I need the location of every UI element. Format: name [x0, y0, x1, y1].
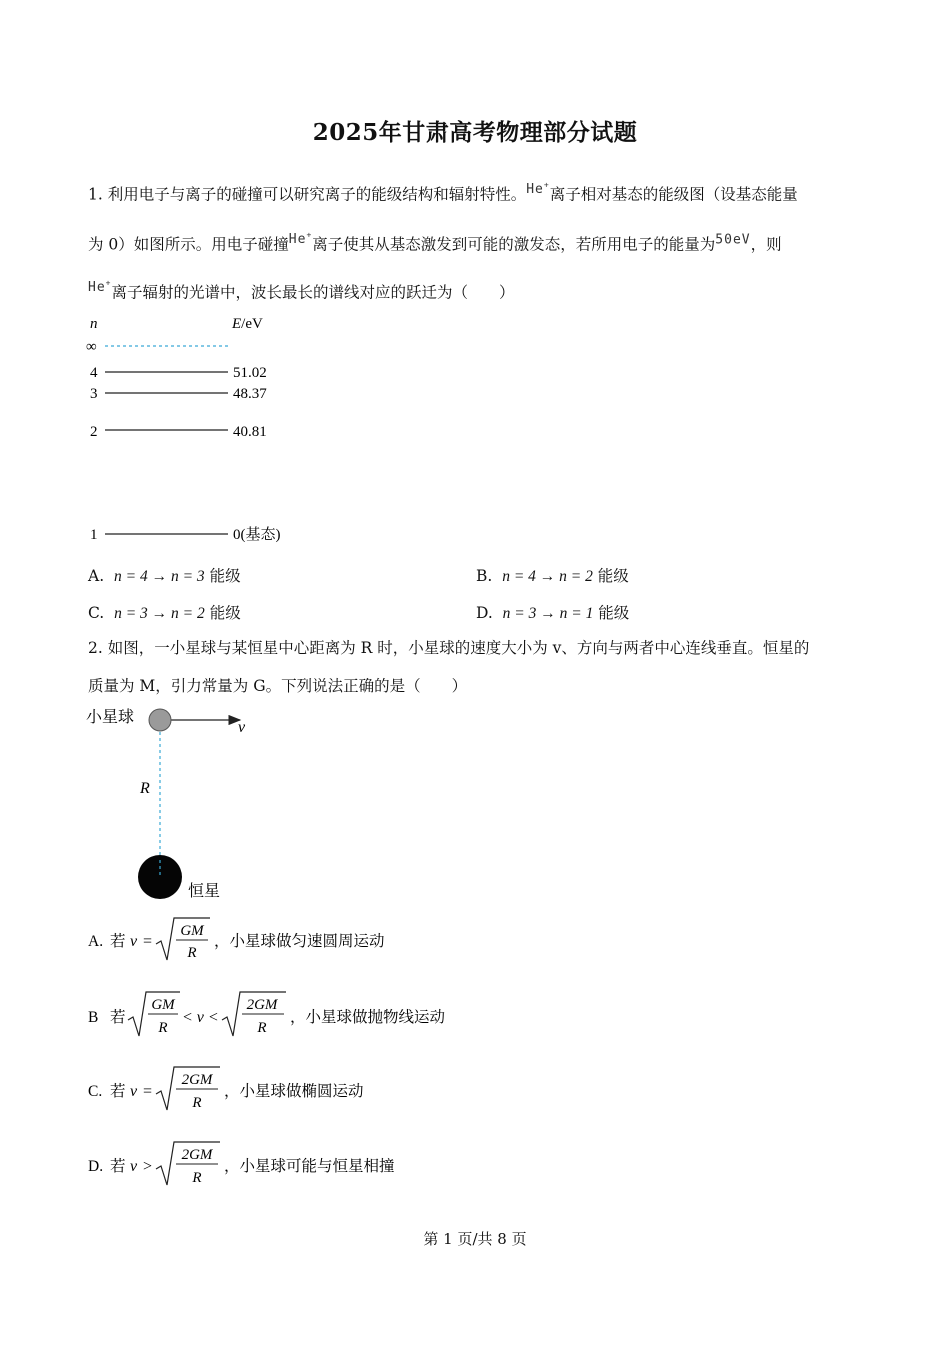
level-n-1: 1: [90, 527, 98, 543]
svg-text:R: R: [192, 1095, 202, 1111]
q1-line-3: [88, 274, 515, 302]
q1-option-b: B. n = 4 → n = 2 能级: [476, 567, 629, 585]
svg-text:2GM: 2GM: [246, 997, 278, 1013]
level-energy-3: 48.37: [233, 386, 267, 402]
n-axis-label: n: [90, 316, 98, 332]
q1-option-c: C. n = 3 → n = 2 能级: [88, 604, 241, 622]
level-energy-1: 0(基态): [233, 527, 281, 543]
orbit-diagram: [82, 700, 272, 905]
q1-option-d: D. n = 3 → n = 1 能级: [476, 604, 630, 622]
energy-level-diagram: [80, 308, 310, 553]
page-title: 2025年甘肃高考物理部分试题: [312, 119, 638, 146]
svg-text:=: =: [143, 1083, 153, 1100]
planet-label: 小星球: [86, 707, 135, 726]
svg-text:GM: GM: [180, 923, 204, 939]
q1-text-1a: 1. 利用电子与离子的碰撞可以研究离子的能级结构和辐射特性。: [88, 185, 527, 204]
svg-text:R: R: [187, 945, 197, 961]
q2-option-c: [88, 1063, 418, 1115]
svg-text:若: 若: [110, 1008, 126, 1026]
svg-text:D.: D.: [88, 1158, 104, 1175]
svg-text:，小星球可能与恒星相撞: ，小星球可能与恒星相撞: [224, 1157, 395, 1175]
svg-text:A.: A.: [88, 933, 104, 950]
he-ion-label: He+: [88, 279, 112, 296]
svg-text:，小星球做抛物线运动: ，小星球做抛物线运动: [290, 1008, 446, 1026]
svg-text:，小星球做匀速圆周运动: ，小星球做匀速圆周运动: [214, 932, 385, 950]
q1-text-2c: ，则: [750, 235, 782, 254]
energy-axis-label: E/eV: [232, 316, 263, 332]
svg-text:2GM: 2GM: [181, 1147, 213, 1163]
velocity-label: v: [238, 719, 246, 736]
q2-option-b: [88, 988, 508, 1040]
level-n-infinity: ∞: [86, 339, 97, 355]
svg-text:2GM: 2GM: [181, 1072, 213, 1088]
svg-text:v: v: [130, 1158, 138, 1175]
svg-text:GM: GM: [151, 997, 175, 1013]
level-energy-4: 51.02: [233, 365, 267, 381]
q1-text-2b: 离子使其从基态激发到可能的激发态，若所用电子的能量为: [312, 235, 716, 254]
q2-line-1: 2. 如图，一小星球与某恒星中心距离为 R 时，小星球的速度大小为 v、方向与两者中心连线垂直。恒星的: [88, 639, 810, 657]
svg-text:若: 若: [110, 1157, 126, 1175]
q1-line-1: [88, 176, 798, 204]
svg-text:R: R: [257, 1020, 267, 1036]
he-ion-label: He+: [288, 231, 313, 248]
star-label: 恒星: [188, 881, 221, 900]
svg-text:>: >: [143, 1158, 153, 1175]
he-ion-label: He+: [526, 181, 550, 198]
svg-text:R: R: [158, 1020, 168, 1036]
svg-text:C.: C.: [88, 1083, 103, 1100]
svg-text:若: 若: [110, 932, 126, 950]
q1-text-1b: 离子相对基态的能级图（设基态能量: [549, 185, 798, 204]
distance-label: R: [140, 780, 150, 797]
svg-text:=: =: [143, 933, 153, 950]
planet-circle: [149, 709, 171, 731]
level-n-4: 4: [90, 365, 98, 381]
svg-text:B: B: [88, 1009, 99, 1026]
q1-text-3b: 离子辐射的光谱中，波长最长的谱线对应的跃迁为（ ）: [111, 283, 515, 302]
q2-line-2: 质量为 M，引力常量为 G。下列说法正确的是（ ）: [88, 677, 468, 695]
level-n-3: 3: [90, 386, 98, 402]
svg-text:v: v: [130, 1083, 138, 1100]
q1-line-2: [88, 226, 782, 254]
q2-option-d: [88, 1138, 448, 1190]
svg-text:v: v: [130, 933, 138, 950]
electron-energy-value: 50eV: [715, 232, 751, 248]
level-energy-2: 40.81: [233, 424, 267, 440]
svg-text:< v <: < v <: [182, 1009, 219, 1026]
svg-text:R: R: [192, 1170, 202, 1186]
svg-text:若: 若: [110, 1082, 126, 1100]
page-footer: 第 1 页/共 8 页: [423, 1230, 527, 1248]
svg-text:，小星球做椭圆运动: ，小星球做椭圆运动: [224, 1082, 364, 1100]
q1-option-a: A. n = 4 → n = 3 能级: [88, 567, 241, 585]
q1-text-2a: 为 0）如图所示。用电子碰撞: [88, 235, 289, 254]
q2-option-a: [88, 914, 418, 966]
level-n-2: 2: [90, 424, 98, 440]
